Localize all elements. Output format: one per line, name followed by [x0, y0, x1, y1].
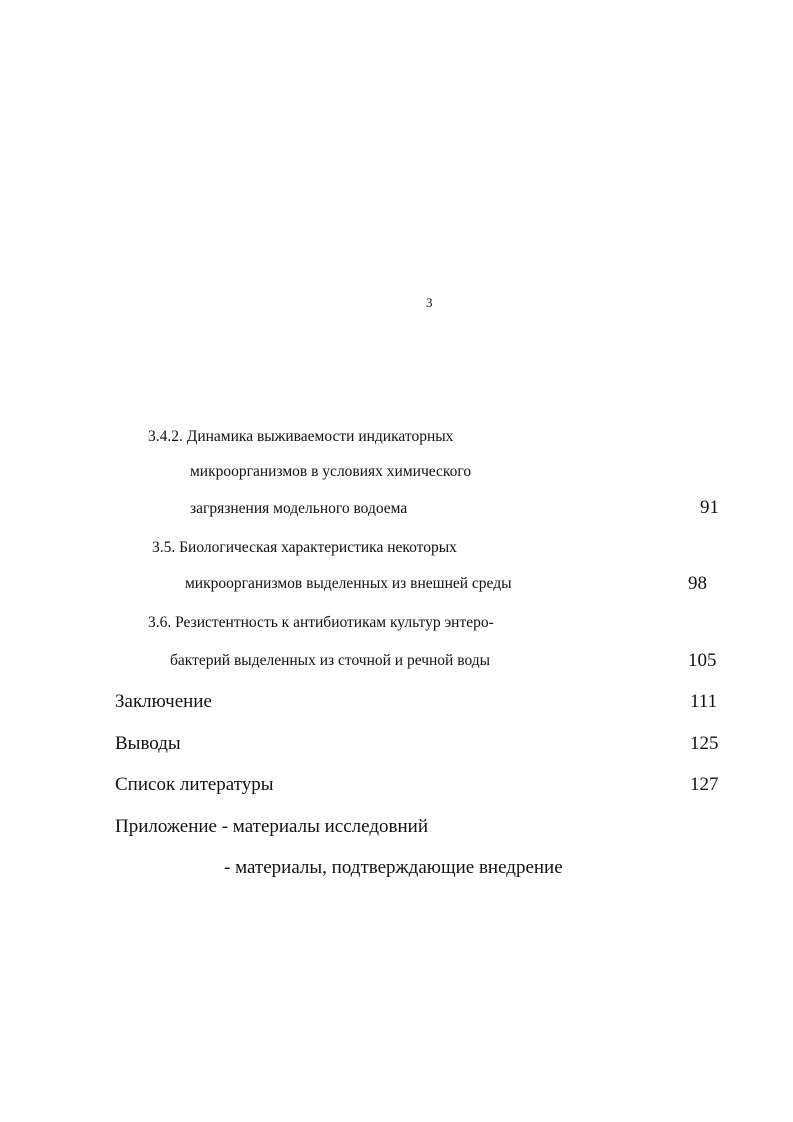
- toc-entry-3-4-2-line-1: 3.4.2. Динамика выживаемости индикаторных: [148, 428, 454, 445]
- toc-entry-3-4-2-page: 91: [700, 497, 719, 518]
- toc-entry-references-page: 127: [690, 774, 719, 795]
- toc-entry-appendix-line-2: - материалы, подтверждающие внедрение: [224, 857, 563, 878]
- toc-entry-3-6-line-2: бактерий выделенных из сточной и речной воды: [170, 652, 491, 669]
- toc-entry-findings-page: 125: [690, 733, 719, 754]
- toc-entry-findings: Выводы: [115, 733, 181, 754]
- toc-entry-3-6-page: 105: [688, 650, 717, 671]
- toc-entry-3-6-line-1: 3.6. Резистентность к антибиотикам культур энтеро-: [148, 614, 494, 631]
- toc-entry-conclusion: Заключение: [115, 691, 212, 712]
- toc-entry-references: Список литературы: [115, 774, 274, 795]
- page-number: 3: [426, 295, 433, 310]
- toc-entry-3-4-2-line-2: микроорганизмов в условиях химического: [190, 463, 472, 480]
- toc-entry-3-5-page: 98: [688, 573, 707, 594]
- toc-entry-appendix-line-1: Приложение - материалы исследовний: [115, 816, 428, 837]
- toc-entry-conclusion-page: 111: [690, 691, 718, 712]
- toc-entry-3-4-2-line-3: загрязнения модельного водоема: [190, 500, 408, 517]
- toc-entry-3-5-line-1: 3.5. Биологическая характеристика некоторых: [152, 539, 457, 556]
- toc-entry-3-5-line-2: микроорганизмов выделенных из внешней среды: [185, 575, 512, 592]
